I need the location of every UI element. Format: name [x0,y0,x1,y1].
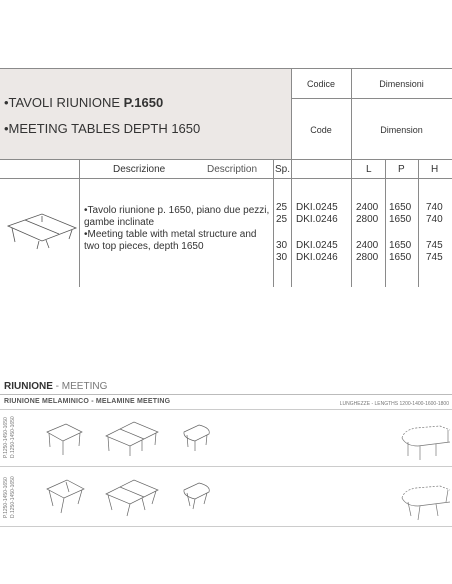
column-divider [418,159,419,287]
row-p: 1650 [389,252,412,263]
vertical-label: D.1250-1450-1650 [10,476,16,518]
column-divider [291,159,292,287]
col-l: L [366,164,372,175]
column-divider [385,159,386,287]
row-l: 2400 [356,202,379,213]
row-sp: 25 [276,202,288,213]
row-h: 740 [426,202,443,213]
description-en: •Meeting table with metal structure and two top pieces, depth 1650 [84,229,257,252]
row-l: 2800 [356,214,379,225]
dimensioni-label: Dimensioni [379,79,424,89]
row-code: DKI.0246 [296,252,338,263]
row-code: DKI.0245 [296,240,338,251]
code-label: Code [310,125,332,135]
row-p: 1650 [389,240,412,251]
vertical-label: P.1250-1450-1650 [3,417,9,458]
row-code: DKI.0246 [296,214,338,225]
dimension-label: Dimension [380,125,423,135]
section-title: RIUNIONE - MEETING [4,381,108,392]
product-title-it: •TAVOLI RIUNIONE P.1650 [4,95,164,110]
row-p: 1650 [389,202,412,213]
column-divider [79,159,80,287]
double-table-thumbnail-icon [104,476,160,518]
table-border-top [0,68,452,69]
col-descrizione: Descrizione [113,164,166,175]
vertical-label: P.1250-1450-1650 [3,477,9,518]
title-panel [0,68,291,159]
row-divider [0,466,452,467]
single-table-thumbnail-icon [44,476,86,516]
description-it: •Tavolo riunione p. 1650, piano due pezzi, gambe inclinate [84,205,270,228]
col-p: P [398,164,405,175]
rounded-table-thumbnail-icon [181,420,213,454]
single-table-thumbnail-icon [44,420,84,458]
meeting-table-illustration-icon [6,208,78,250]
extended-table-thumbnail-icon [400,416,452,462]
row-divider [0,526,452,527]
row-h: 745 [426,240,443,251]
section-divider [0,394,452,395]
double-table-thumbnail-icon [104,418,160,458]
row-h: 740 [426,214,443,225]
product-title-en: •MEETING TABLES DEPTH 1650 [4,121,201,136]
row-p: 1650 [389,214,412,225]
row-code: DKI.0245 [296,202,338,213]
column-divider [351,159,352,287]
section-subtitle: RIUNIONE MELAMINICO - MELAMINE MEETING [4,398,171,405]
row-l: 2400 [356,240,379,251]
section-divider [0,409,452,410]
extended-table-thumbnail-icon [400,476,452,522]
rounded-table-thumbnail-icon [181,478,213,512]
col-sp: Sp. [275,164,291,175]
col-h: H [431,164,439,175]
row-sp: 30 [276,240,288,251]
row-sp: 25 [276,214,288,225]
col-description: Description [207,164,258,175]
vertical-label: D.1250-1450-1650 [10,416,16,458]
header-divider [291,98,452,99]
codice-label: Codice [306,79,335,89]
lengths-label: LUNGHEZZE - LENGTHS 1200-1400-1600-1800 [339,401,449,407]
row-h: 745 [426,252,443,263]
row-l: 2800 [356,252,379,263]
row-sp: 30 [276,252,288,263]
product-description [84,205,274,253]
